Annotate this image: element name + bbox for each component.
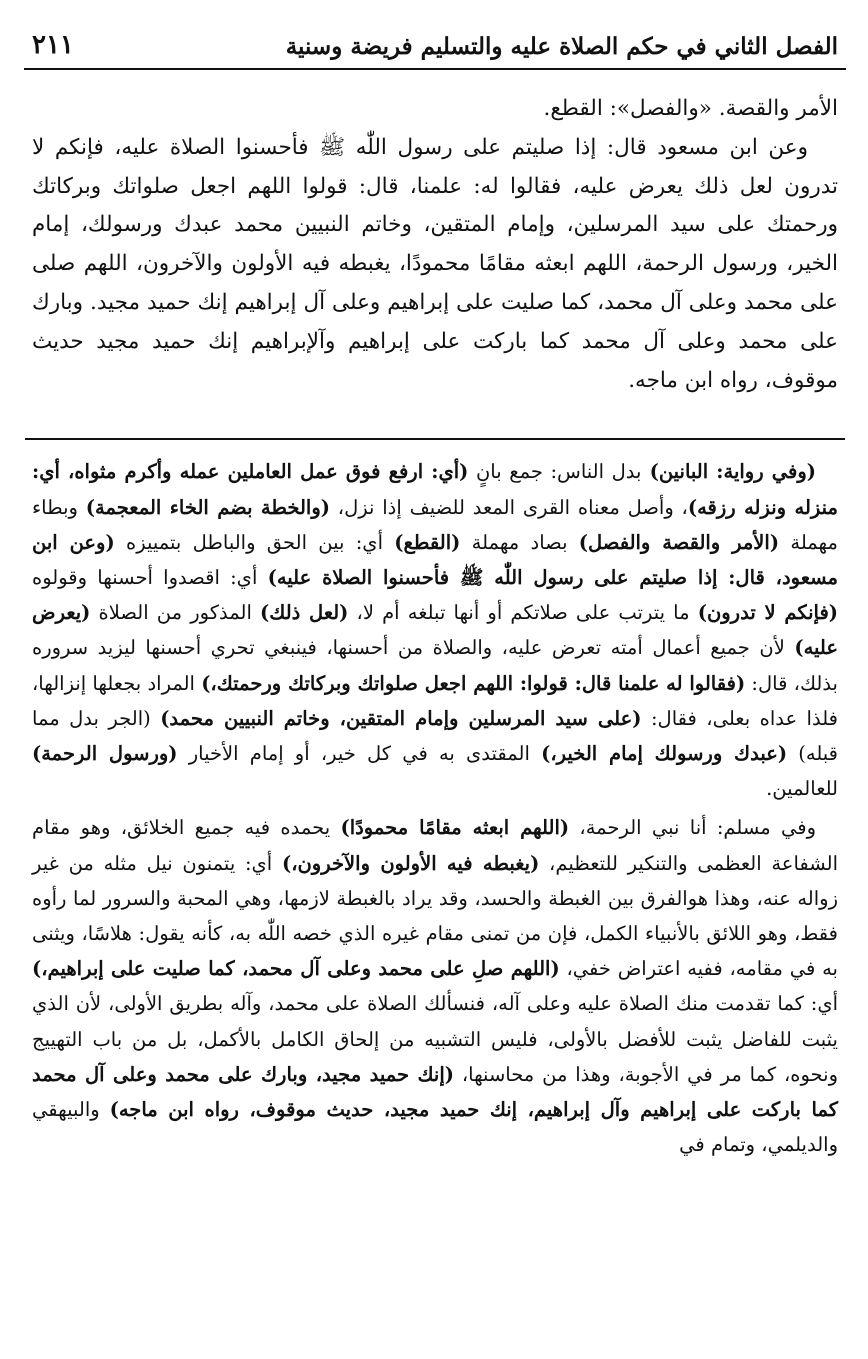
commentary-text: وفي مسلم: أنا نبي الرحمة،: [569, 816, 816, 840]
commentary-text: لأن جميع أعمال أمته تعرض عليه، والصلاة من أحسنها، فينبغي تحري أحسنها ليزيد سروره بذلك، قال:: [32, 636, 838, 695]
bold-quoted-text: (لعل ذلك): [260, 601, 349, 625]
bold-quoted-text: (الأمر والقصة والفصل): [578, 530, 780, 554]
main-line-1: الأمر والقصة. «والفصل»: القطع.: [543, 96, 838, 121]
commentary-text: وبطاء مهملة: [32, 495, 838, 554]
commentary-text: أي: بين الحق والباطل بتمييزه: [114, 530, 395, 554]
bold-quoted-text: (على سيد المرسلين وإمام المتقين، وخاتم النبيين محمد): [160, 706, 642, 730]
hadith-paragraph: وعن ابن مسعود قال: إذا صليتم على رسول اللّٰه ﷺ فأحسنوا الصلاة عليه، فإنكم لا تدرون لعل ذلك يعرض عليه، فقالوا له: علمنا، قال: قولوا اللهم اجعل صلواتك وبركاتك ورحمتك على سيد المرسلين، وإمام المتقين، وخاتم النبيين محمد عبدك ورسولك، إمام الخير، ورسول الرحمة، اللهم ابعثه مقامًا محمودًا، يغبطه فيه الأولون والآخرون، اللهم صلى على محمد وعلى آل محمد، كما صليت على إبراهيم وعلى آل إبراهيم إنك حميد مجيد. وبارك على محمد وعلى آل محمد كما باركت على إبراهيم وآلإبراهيم إنك حميد مجيد حديث موقوف، رواه ابن ماجه.: [32, 134, 838, 393]
commentary-text: أي: كما تقدمت منك الصلاة عليه وعلى آله، فنسألك الصلاة على محمد، وآله بطريق الأولى، لأن الذي يثبت للفاضل يثبت للأفضل بالأولى، فليس التشبيه من إلحاق الكامل بالأكمل، بل من باب التهييج ونحوه، كما مر في الأجوبة، وهذا من محاسنها،: [32, 992, 838, 1086]
commentary-text: والبيهقي والديلمي، وتمام في: [32, 1098, 838, 1157]
running-title: الفصل الثاني في حكم الصلاة عليه والتسليم فريضة وسنية: [285, 33, 838, 60]
bold-quoted-text: (اللهم ابعثه مقامًا محمودًا): [340, 816, 570, 840]
bold-quoted-text: (اللهم صلِ على محمد وعلى آل محمد، كما صليت على إبراهيم،): [32, 957, 560, 981]
commentary-text: (الجر بدل مما قبله): [32, 706, 838, 765]
commentary-text: المراد بجعلها إنزالها، فلذا عداه بعلى، فقال:: [32, 671, 838, 730]
bold-quoted-text: (فقالوا له علمنا قال: قولوا: اللهم اجعل صلواتك وبركاتك ورحمتك،): [201, 671, 746, 695]
page-number: ٢١١: [32, 30, 74, 60]
commentary-paragraph-1: [32, 454, 838, 806]
bold-quoted-text: (وفي رواية: البانين): [641, 460, 817, 484]
commentary-text: بدل الناس: جمع بانٍ: [468, 460, 642, 484]
bold-quoted-text: (أي: ارفع فوق عمل العاملين عمله وأكرم مثواه، أي: منزله ونزله رزقه): [32, 460, 838, 519]
bold-quoted-text: (القطع): [394, 530, 461, 554]
commentary-text: المقتدى به في كل خير، أو إمام الأخيار: [177, 742, 542, 765]
commentary-text: يحمده فيه جميع الخلائق، وهو مقام الشفاعة العظمى والتنكير للتعظيم،: [32, 816, 838, 875]
commentary-text: ، وأصل معناه القرى المعد للضيف إذا نزل،: [329, 495, 688, 519]
bold-quoted-text: (يغبطه فيه الأولون والآخرون،): [281, 851, 540, 875]
bold-quoted-text: (يعرض عليه): [32, 601, 838, 660]
commentary-section: [24, 440, 846, 1162]
commentary-text: أي: اقصدوا أحسنها وقولوه: [32, 565, 268, 589]
commentary-text: المذكور من الصلاة: [90, 601, 261, 625]
bold-quoted-text: (والخطة بضم الخاء المعجمة): [85, 495, 330, 519]
commentary-text: ما يترتب على صلاتكم أو أنها تبلغه أم لا،: [348, 601, 698, 625]
bold-quoted-text: (إنك حميد مجيد، وبارك على محمد وعلى آل محمد كما باركت على إبراهيم وآل إبراهيم، إنك حميد مجيد، حديث موقوف، رواه ابن ماجه): [32, 1062, 838, 1122]
bold-quoted-text: (فإنكم لا تدرون): [697, 601, 839, 625]
bold-quoted-text: (ورسول الرحمة): [32, 742, 178, 765]
bold-quoted-text: (وعن ابن مسعود، قال: إذا صليتم على رسول اللّٰه ﷺ فأحسنوا الصلاة عليه): [32, 530, 838, 589]
main-text: [24, 70, 846, 400]
bold-quoted-text: (عبدك ورسولك إمام الخير،): [541, 742, 788, 765]
commentary-text: بصاد مهملة: [460, 530, 579, 554]
commentary-text: أي: يتمنون نيل مثله من غير زواله عنه، وهذا هوالفرق بين الغبطة والحسد، وقد يراد بالغبطة لازمها، وهي المحبة والسرور لما رأوه فقط، وهو اللائق بالأنبياء الكمل، فإن من تمنى مقام غيره الذي خصه اللّٰه به، كأنه يقول: هلاسًا، ويثنى به في مقامه، ففيه اعتراض خفي،: [32, 851, 838, 981]
commentary-paragraph-2: [32, 810, 838, 1162]
commentary-text: للعالمين.: [766, 777, 838, 801]
running-header: [24, 0, 846, 70]
